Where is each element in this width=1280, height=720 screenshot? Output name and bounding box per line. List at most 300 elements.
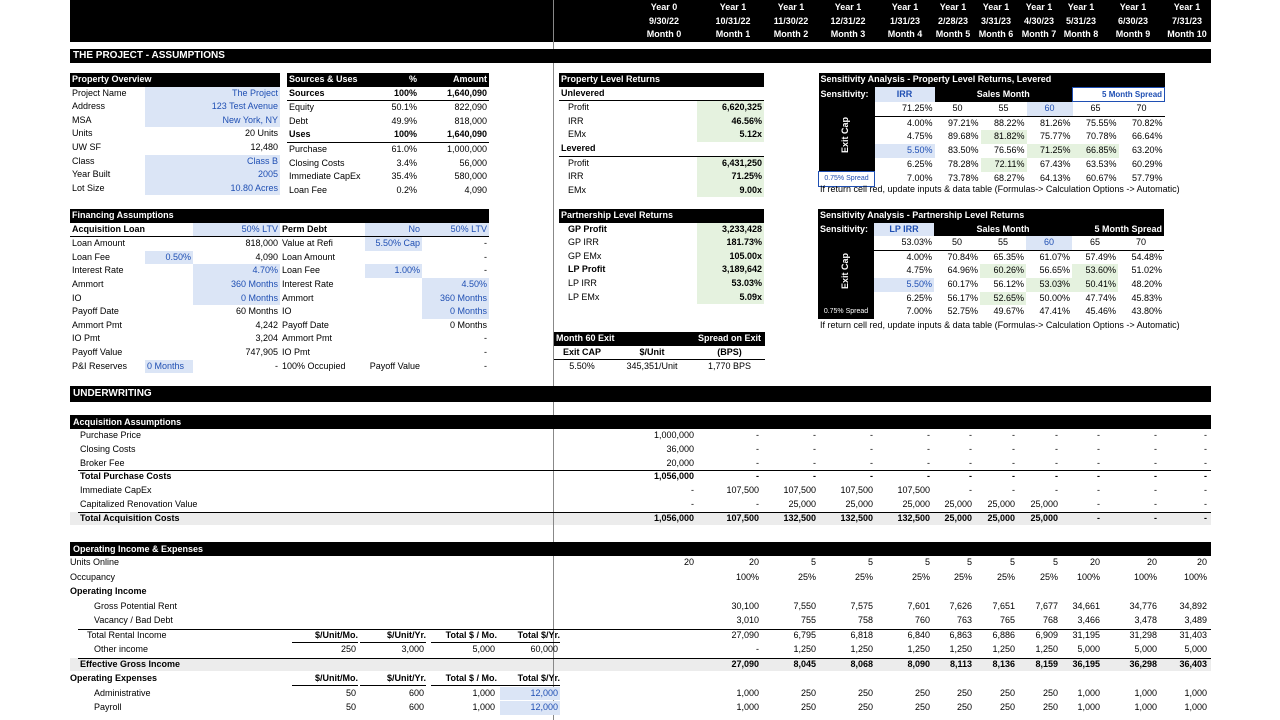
- sensitivity-cell[interactable]: 76.56%: [993, 144, 1025, 155]
- sensitivity-title[interactable]: Sensitivity Analysis - Property Level Returns, Levered: [819, 73, 1165, 87]
- grid-value[interactable]: 25%: [1039, 571, 1058, 582]
- partnership-label[interactable]: GP Profit: [568, 223, 607, 234]
- grid-value[interactable]: [634, 571, 694, 585]
- grid-value[interactable]: -: [870, 457, 873, 468]
- financing-cell[interactable]: P&I Reserves: [72, 360, 128, 371]
- financing-cell[interactable]: Ammort: [282, 292, 314, 303]
- financing-cell[interactable]: 4.70%: [193, 264, 280, 278]
- sensitivity-cell[interactable]: 97.21%: [947, 117, 979, 128]
- grid-value[interactable]: -: [1097, 443, 1100, 454]
- sensitivity-cell[interactable]: 70.84%: [947, 251, 978, 262]
- returns-label[interactable]: Profit: [568, 157, 590, 168]
- grid-value[interactable]: 36,298: [1129, 658, 1157, 669]
- returns-value[interactable]: [697, 87, 764, 101]
- sensitivity-cell[interactable]: 72.11%: [981, 158, 1027, 172]
- sensitivity-cell[interactable]: 73.78%: [947, 173, 979, 184]
- grid-value[interactable]: 250: [857, 702, 873, 712]
- grid-value[interactable]: [1040, 672, 1100, 686]
- grid-value[interactable]: 25,000: [902, 499, 930, 509]
- sensitivity-cell[interactable]: 51.02%: [1131, 265, 1162, 276]
- grid-value[interactable]: 3,478: [1134, 615, 1157, 625]
- su-pct[interactable]: 50.1%: [391, 102, 417, 113]
- sensitivity-cell[interactable]: 68.27%: [993, 173, 1025, 184]
- financing-cell[interactable]: 4,242: [255, 319, 278, 330]
- financing-cell[interactable]: 0 Months: [422, 305, 489, 319]
- grid-value[interactable]: -: [870, 443, 873, 454]
- grid-value[interactable]: 5: [924, 557, 930, 567]
- grid-value[interactable]: -: [1204, 443, 1207, 454]
- grid-value[interactable]: -: [1097, 499, 1100, 509]
- grid-value[interactable]: 20: [1089, 557, 1100, 567]
- sensitivity-cell[interactable]: 50.41%: [1072, 278, 1118, 292]
- unit-value[interactable]: 1,000: [472, 687, 495, 698]
- financing-cell[interactable]: [145, 292, 193, 306]
- sensitivity-cell[interactable]: 56.17%: [947, 292, 978, 303]
- grid-value[interactable]: 20,000: [666, 457, 694, 468]
- sensitivity-cell[interactable]: 75.55%: [1085, 117, 1117, 128]
- unit-value[interactable]: 50: [345, 702, 356, 712]
- sensitivity-cell[interactable]: 47.41%: [1039, 306, 1070, 317]
- unit-value[interactable]: 12,000: [500, 687, 560, 701]
- grid-value[interactable]: -: [813, 471, 816, 482]
- financing-cell[interactable]: -: [484, 333, 488, 344]
- financing-cell[interactable]: 4,090: [255, 251, 278, 262]
- financing-cell[interactable]: [365, 319, 422, 333]
- grid-value[interactable]: 25,000: [1030, 512, 1058, 523]
- grid-value[interactable]: 31,195: [1072, 629, 1100, 640]
- sensitivity-cell[interactable]: 52.75%: [947, 306, 978, 317]
- grid-value[interactable]: [634, 701, 694, 715]
- partnership-label[interactable]: LP IRR: [568, 277, 597, 288]
- sensitivity-label[interactable]: Sensitivity:: [818, 223, 874, 237]
- blank[interactable]: [819, 102, 875, 117]
- po-label[interactable]: Class: [72, 155, 95, 166]
- grid-value[interactable]: 763: [956, 615, 972, 625]
- grid-value[interactable]: 1,000: [1184, 687, 1207, 698]
- exit-cap-value[interactable]: 7.00%: [906, 306, 932, 317]
- financing-cell[interactable]: Value at Refi: [282, 238, 333, 249]
- financing-cell[interactable]: Payoff Value: [369, 360, 420, 371]
- grid-value[interactable]: -: [1055, 430, 1058, 440]
- grid-value[interactable]: 1,000: [1077, 702, 1100, 712]
- spread-button[interactable]: 5 Month Spread: [1073, 87, 1165, 102]
- month-header[interactable]: 70: [1118, 236, 1164, 250]
- grid-value[interactable]: 1,000: [736, 687, 759, 698]
- financing-cell[interactable]: [365, 305, 422, 319]
- financing-cell[interactable]: [145, 264, 193, 278]
- returns-label[interactable]: Levered: [559, 142, 697, 156]
- month-header[interactable]: 65: [1072, 236, 1118, 250]
- sensitivity-cell[interactable]: 57.79%: [1132, 173, 1163, 184]
- grid-value[interactable]: 25,000: [845, 499, 873, 509]
- sensitivity-cell[interactable]: 66.64%: [1132, 131, 1163, 142]
- su-label[interactable]: Sources: [287, 87, 379, 101]
- axis-cell[interactable]: [818, 292, 874, 306]
- grid-value[interactable]: -: [1055, 443, 1058, 454]
- grid-value[interactable]: [756, 585, 816, 599]
- grid-value[interactable]: 8,113: [949, 658, 972, 669]
- financing-cell[interactable]: 4.50%: [422, 278, 489, 292]
- sensitivity-cell[interactable]: 45.46%: [1085, 306, 1116, 317]
- financing-cell[interactable]: -: [484, 238, 488, 249]
- grid-value[interactable]: -: [870, 471, 873, 482]
- po-label[interactable]: UW SF: [72, 141, 101, 152]
- financing-cell[interactable]: Interest Rate: [282, 278, 334, 289]
- partnership-value[interactable]: 53.03%: [697, 277, 764, 291]
- financing-cell[interactable]: [145, 346, 193, 360]
- su-label[interactable]: Uses: [287, 128, 379, 142]
- financing-cell[interactable]: [145, 332, 193, 346]
- sensitivity-cell[interactable]: 53.60%: [1072, 264, 1118, 278]
- sensitivity-title[interactable]: Sensitivity Analysis - Partnership Level Returns: [818, 209, 1164, 223]
- sensitivity-cell[interactable]: 71.25%: [1027, 144, 1073, 158]
- unit-value[interactable]: 600: [408, 702, 424, 712]
- grid-value[interactable]: 250: [999, 687, 1015, 698]
- grid-value[interactable]: [699, 585, 759, 599]
- grid-value[interactable]: 107,500: [897, 485, 930, 496]
- grid-value[interactable]: 25,000: [987, 499, 1015, 509]
- grid-value[interactable]: -: [813, 430, 816, 440]
- grid-value[interactable]: 1,250: [793, 644, 816, 654]
- grid-value[interactable]: -: [1097, 457, 1100, 468]
- financing-cell[interactable]: Acquisition Loan: [70, 223, 145, 237]
- exit-cap-value[interactable]: 5.50%: [874, 278, 934, 292]
- grid-value[interactable]: [1040, 585, 1100, 599]
- partnership-value[interactable]: 3,233,428: [697, 223, 764, 237]
- financing-cell[interactable]: -: [484, 265, 488, 276]
- sensitivity-cell[interactable]: 61.07%: [1039, 251, 1070, 262]
- partnership-label[interactable]: LP Profit: [568, 264, 606, 275]
- grid-value[interactable]: 250: [914, 702, 930, 712]
- financing-cell[interactable]: Loan Fee: [72, 251, 111, 262]
- financing-cell[interactable]: [365, 332, 422, 346]
- grid-value[interactable]: 20: [1146, 557, 1157, 567]
- grid-value[interactable]: 6,818: [850, 629, 873, 640]
- sensitivity-label[interactable]: Sensitivity:: [819, 87, 875, 102]
- financing-cell[interactable]: [365, 346, 422, 360]
- sensitivity-cell[interactable]: 70.82%: [1132, 117, 1163, 128]
- sensitivity-cell[interactable]: 49.67%: [993, 306, 1024, 317]
- financing-cell[interactable]: 0 Months: [193, 292, 280, 306]
- grid-value[interactable]: 107,500: [840, 485, 873, 496]
- returns-value[interactable]: 6,431,250: [697, 156, 764, 170]
- exit-cap-value[interactable]: 4.75%: [906, 265, 932, 276]
- grid-value[interactable]: -: [691, 499, 694, 509]
- su-pct[interactable]: 35.4%: [391, 171, 417, 182]
- grid-value[interactable]: -: [756, 471, 759, 482]
- unit-value[interactable]: 50: [345, 687, 356, 698]
- grid-value[interactable]: 20: [1196, 557, 1207, 567]
- sensitivity-cell[interactable]: 81.82%: [981, 130, 1027, 144]
- financing-cell[interactable]: 50% LTV: [193, 223, 280, 237]
- grid-value[interactable]: 31,403: [1179, 629, 1207, 640]
- exit-cap-value[interactable]: 4.00%: [906, 117, 933, 128]
- financing-cell[interactable]: -: [484, 346, 488, 357]
- financing-cell[interactable]: [365, 278, 422, 292]
- grid-value[interactable]: [634, 672, 694, 686]
- financing-cell[interactable]: Loan Amount: [72, 238, 126, 249]
- financing-cell[interactable]: Ammort Pmt: [282, 333, 333, 344]
- partnership-value[interactable]: 3,189,642: [697, 263, 764, 277]
- partnership-label[interactable]: GP IRR: [568, 237, 599, 248]
- grid-value[interactable]: [813, 672, 873, 686]
- sensitivity-cell[interactable]: 70.78%: [1085, 131, 1117, 142]
- unit-value[interactable]: 60,000: [530, 644, 558, 654]
- month-header[interactable]: 65: [1073, 102, 1119, 117]
- grid-value[interactable]: [634, 614, 694, 628]
- grid-value[interactable]: 25%: [854, 571, 873, 582]
- grid-value[interactable]: -: [1154, 457, 1157, 468]
- po-label[interactable]: Year Built: [72, 169, 111, 180]
- grid-value[interactable]: 6,840: [907, 629, 930, 640]
- grid-value[interactable]: 100%: [1183, 571, 1207, 582]
- grid-value[interactable]: 250: [800, 687, 816, 698]
- grid-value[interactable]: -: [756, 430, 759, 440]
- grid-value[interactable]: 132,500: [840, 512, 873, 523]
- grid-value[interactable]: 34,776: [1129, 600, 1157, 611]
- grid-value[interactable]: 25,000: [987, 512, 1015, 523]
- axis-cell[interactable]: 0.75% Spread: [819, 172, 875, 187]
- sensitivity-cell[interactable]: 52.65%: [980, 292, 1026, 306]
- grid-value[interactable]: 250: [1042, 702, 1058, 712]
- grid-value[interactable]: 1,000: [1134, 702, 1157, 712]
- grid-value[interactable]: 1,250: [949, 644, 972, 654]
- financing-cell[interactable]: 100% Occupied: [282, 360, 346, 371]
- grid-value[interactable]: [756, 672, 816, 686]
- returns-value[interactable]: 71.25%: [697, 170, 764, 184]
- grid-value[interactable]: 765: [999, 615, 1015, 625]
- grid-value[interactable]: 760: [914, 615, 930, 625]
- financing-cell[interactable]: 1.00%: [365, 264, 422, 278]
- grid-value[interactable]: 7,626: [949, 600, 972, 611]
- grid-value[interactable]: 1,250: [992, 644, 1015, 654]
- returns-label[interactable]: EMx: [568, 184, 586, 195]
- grid-value[interactable]: -: [1097, 485, 1100, 496]
- grid-value[interactable]: 36,195: [1072, 658, 1100, 669]
- returns-label[interactable]: IRR: [568, 115, 584, 126]
- financing-cell[interactable]: IO: [72, 292, 82, 303]
- financing-cell[interactable]: IO Pmt: [282, 346, 311, 357]
- grid-value[interactable]: 1,000: [736, 702, 759, 712]
- grid-value[interactable]: 250: [999, 702, 1015, 712]
- po-label[interactable]: MSA: [72, 114, 92, 125]
- financing-cell[interactable]: [365, 251, 422, 265]
- grid-value[interactable]: -: [969, 485, 972, 496]
- financing-cell[interactable]: Ammort: [72, 278, 104, 289]
- grid-value[interactable]: 34,892: [1179, 600, 1207, 611]
- grid-value[interactable]: 20: [683, 557, 694, 567]
- month-header[interactable]: 50: [935, 102, 981, 117]
- su-label[interactable]: Debt: [289, 115, 309, 126]
- month-header[interactable]: 60: [1027, 102, 1073, 117]
- grid-value[interactable]: -: [1012, 443, 1015, 454]
- grid-value[interactable]: 1,000,000: [653, 430, 694, 440]
- grid-value[interactable]: -: [1204, 512, 1207, 523]
- sensitivity-cell[interactable]: 56.12%: [993, 278, 1024, 289]
- grid-value[interactable]: [1147, 585, 1207, 599]
- sensitivity-cell[interactable]: 63.20%: [1132, 144, 1163, 155]
- axis-cell[interactable]: 0.75% Spread: [818, 305, 874, 319]
- grid-value[interactable]: [634, 629, 694, 643]
- grid-value[interactable]: 6,863: [949, 629, 972, 640]
- sensitivity-cell[interactable]: 47.74%: [1085, 292, 1116, 303]
- sensitivity-cell[interactable]: 60.17%: [947, 278, 978, 289]
- su-pct[interactable]: 3.4%: [396, 157, 417, 168]
- grid-value[interactable]: [634, 687, 694, 701]
- sensitivity-cell[interactable]: 60.26%: [980, 264, 1026, 278]
- grid-value[interactable]: 36,403: [1179, 658, 1207, 669]
- po-label[interactable]: Address: [72, 101, 106, 112]
- po-label[interactable]: Lot Size: [72, 182, 105, 193]
- returns-value[interactable]: 9.00x: [697, 184, 764, 198]
- grid-value[interactable]: 3,489: [1184, 615, 1207, 625]
- grid-value[interactable]: -: [1154, 430, 1157, 440]
- grid-value[interactable]: 1,056,000: [653, 512, 694, 523]
- grid-value[interactable]: 20: [748, 557, 759, 567]
- financing-cell[interactable]: No: [365, 223, 422, 237]
- grid-value[interactable]: -: [1097, 430, 1100, 440]
- financing-cell[interactable]: Interest Rate: [72, 265, 124, 276]
- grid-value[interactable]: -: [927, 471, 930, 482]
- unit-value[interactable]: 250: [340, 644, 356, 654]
- grid-value[interactable]: -: [1154, 471, 1157, 482]
- month-header[interactable]: 55: [981, 102, 1027, 117]
- su-amount[interactable]: 580,000: [454, 171, 487, 182]
- returns-value[interactable]: 6,620,325: [697, 101, 764, 115]
- grid-value[interactable]: 250: [857, 687, 873, 698]
- su-amount[interactable]: 1,640,090: [419, 87, 489, 101]
- partnership-label[interactable]: LP EMx: [568, 291, 600, 302]
- grid-value[interactable]: -: [1154, 485, 1157, 496]
- sales-month-label[interactable]: Sales Month: [935, 87, 1073, 102]
- grid-value[interactable]: 132,500: [897, 512, 930, 523]
- su-label[interactable]: Equity: [289, 102, 315, 113]
- sensitivity-cell[interactable]: 81.26%: [1039, 117, 1071, 128]
- sensitivity-metric-select[interactable]: IRR: [875, 87, 935, 102]
- grid-value[interactable]: 107,500: [726, 485, 759, 496]
- grid-value[interactable]: -: [927, 457, 930, 468]
- exit-cap-value[interactable]: 6.25%: [906, 292, 932, 303]
- grid-value[interactable]: -: [1055, 457, 1058, 468]
- partnership-value[interactable]: 181.73%: [697, 236, 764, 250]
- sensitivity-cell[interactable]: 89.68%: [947, 131, 979, 142]
- grid-value[interactable]: 1,056,000: [653, 471, 694, 482]
- grid-value[interactable]: 5: [810, 557, 816, 567]
- month-header[interactable]: 60: [1026, 236, 1072, 250]
- grid-value[interactable]: -: [969, 471, 972, 482]
- grid-value[interactable]: 25%: [797, 571, 816, 582]
- financing-cell[interactable]: -: [275, 360, 278, 371]
- grid-value[interactable]: -: [927, 430, 930, 440]
- su-label[interactable]: Closing Costs: [289, 157, 345, 168]
- grid-value[interactable]: 25,000: [944, 512, 972, 523]
- grid-value[interactable]: -: [1055, 471, 1058, 482]
- month-header[interactable]: 55: [980, 236, 1026, 250]
- sensitivity-cell[interactable]: 64.13%: [1039, 173, 1071, 184]
- grid-value[interactable]: 7,651: [992, 600, 1015, 611]
- sensitivity-cell[interactable]: 53.03%: [1026, 278, 1072, 292]
- grid-value[interactable]: -: [1097, 512, 1100, 523]
- grid-value[interactable]: 768: [1042, 615, 1058, 625]
- sensitivity-cell[interactable]: 88.22%: [993, 117, 1025, 128]
- po-value[interactable]: 20 Units: [244, 128, 279, 139]
- grid-value[interactable]: 5: [1009, 557, 1015, 567]
- financing-cell[interactable]: -: [484, 251, 488, 262]
- returns-label[interactable]: EMx: [568, 129, 586, 140]
- sensitivity-cell[interactable]: 65.35%: [993, 251, 1024, 262]
- su-amount[interactable]: 1,000,000: [446, 143, 487, 154]
- financing-cell[interactable]: 360 Months: [193, 278, 280, 292]
- sensitivity-cell[interactable]: 54.48%: [1131, 251, 1162, 262]
- grid-value[interactable]: -: [1012, 485, 1015, 496]
- grid-value[interactable]: 5,000: [1184, 644, 1207, 654]
- sensitivity-cell[interactable]: 64.96%: [947, 265, 978, 276]
- grid-value[interactable]: 100%: [1076, 571, 1100, 582]
- financing-cell[interactable]: IO: [282, 306, 292, 317]
- sensitivity-cell[interactable]: 57.49%: [1085, 251, 1116, 262]
- grid-value[interactable]: 100%: [1133, 571, 1157, 582]
- sensitivity-cell[interactable]: 83.50%: [947, 144, 979, 155]
- grid-value[interactable]: -: [1012, 430, 1015, 440]
- grid-value[interactable]: -: [756, 443, 759, 454]
- grid-value[interactable]: -: [813, 457, 816, 468]
- financing-cell[interactable]: Loan Fee: [282, 265, 321, 276]
- grid-value[interactable]: -: [1012, 457, 1015, 468]
- grid-value[interactable]: 250: [800, 702, 816, 712]
- grid-value[interactable]: -: [969, 457, 972, 468]
- grid-value[interactable]: -: [1204, 499, 1207, 509]
- financing-cell[interactable]: Payoff Date: [72, 306, 119, 317]
- financing-cell[interactable]: 5.50% Cap: [365, 237, 422, 251]
- sales-month-label[interactable]: Sales Month: [934, 223, 1072, 237]
- returns-value[interactable]: 5.12x: [697, 128, 764, 142]
- grid-value[interactable]: [634, 643, 694, 657]
- grid-value[interactable]: -: [756, 457, 759, 468]
- su-pct[interactable]: 49.9%: [391, 115, 417, 126]
- returns-label[interactable]: Profit: [568, 102, 590, 113]
- su-label[interactable]: Immediate CapEx: [289, 171, 361, 182]
- financing-cell[interactable]: -: [484, 360, 488, 371]
- sensitivity-cell[interactable]: 63.53%: [1085, 158, 1117, 169]
- grid-value[interactable]: 1,000: [1134, 687, 1157, 698]
- exit-cap-value[interactable]: 4.00%: [906, 251, 932, 262]
- grid-value[interactable]: -: [1204, 430, 1207, 440]
- sensitivity-cell[interactable]: 48.20%: [1131, 278, 1162, 289]
- financing-cell[interactable]: [145, 319, 193, 333]
- su-amount[interactable]: 822,090: [454, 102, 487, 113]
- month-header[interactable]: 70: [1119, 102, 1165, 117]
- financing-cell[interactable]: Perm Debt: [280, 223, 365, 237]
- grid-value[interactable]: 1,250: [850, 644, 873, 654]
- unit-value[interactable]: 1,000: [472, 702, 495, 712]
- su-amount[interactable]: 4,090: [464, 184, 487, 195]
- grid-value[interactable]: 25,000: [788, 499, 816, 509]
- grid-value[interactable]: 6,909: [1035, 629, 1058, 640]
- grid-value[interactable]: -: [1204, 485, 1207, 496]
- financing-cell[interactable]: 0 Months: [145, 360, 193, 374]
- partnership-value[interactable]: 105.00x: [697, 250, 764, 264]
- grid-value[interactable]: 25,000: [1030, 499, 1058, 509]
- financing-cell[interactable]: [365, 292, 422, 306]
- exit-cap-value[interactable]: 4.75%: [906, 131, 933, 142]
- grid-value[interactable]: 755: [800, 615, 816, 625]
- financing-cell[interactable]: Payoff Value: [72, 346, 123, 357]
- exit-cap-value[interactable]: 7.00%: [906, 173, 933, 184]
- unit-value[interactable]: 5,000: [472, 644, 495, 654]
- partnership-value[interactable]: 5.09x: [697, 291, 764, 305]
- su-pct[interactable]: 61.0%: [391, 143, 417, 154]
- grid-value[interactable]: -: [1204, 457, 1207, 468]
